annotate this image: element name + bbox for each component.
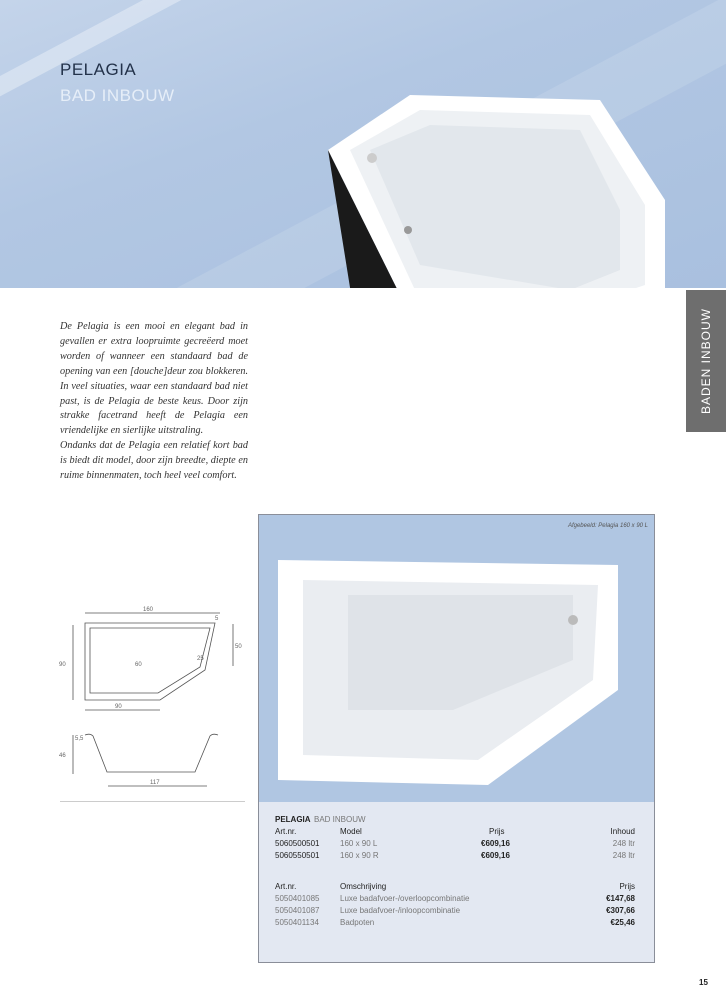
header-model: Model — [340, 827, 362, 836]
description: Luxe badafvoer-/inloopcombinatie — [340, 906, 461, 915]
description-paragraph: De Pelagia is een mooi en elegant bad in gevallen er extra loopruimte gecreëerd moet worden of wanneer een standaard bad de opening van een [douche]deur zou blokkeren. In veel situaties, waar een standaard bad niet past, is de Pelagia de beste keus. Door zijn strakke facetrand heeft de Pelagia een vriendelijke en sierlijke uitstraling. — [60, 321, 248, 437]
dim-short-side: 50 — [235, 644, 242, 650]
header-art: Art.nr. — [275, 882, 297, 891]
art-nr: 5050401085 — [275, 894, 320, 903]
table-row — [275, 918, 635, 930]
page-title: PELAGIA — [60, 60, 137, 79]
art-nr: 5050401087 — [275, 906, 320, 915]
page-subtitle: BAD INBOUW — [60, 86, 175, 105]
header-price: Prijs — [489, 827, 505, 836]
content: 248 ltr — [612, 839, 635, 848]
content: 248 ltr — [612, 851, 635, 860]
art-nr: 5060500501 — [275, 839, 320, 848]
table-header — [275, 882, 635, 894]
header-art: Art.nr. — [275, 827, 297, 836]
dim-drain: 25 — [197, 656, 204, 662]
header-price: Prijs — [619, 882, 635, 891]
table-subtitle: BAD INBOUW — [314, 815, 366, 824]
price: €25,46 — [610, 918, 635, 927]
dim-bottom-length: 117 — [150, 780, 160, 786]
header-content: Inhoud — [610, 827, 635, 836]
description-paragraph: Ondanks dat de Pelagia een relatief kort bad is biedt dit model, door zijn breedte, diepte en ruime binnenmaten, toch heel veel comfort. — [60, 440, 248, 482]
dim-height: 46 — [59, 753, 66, 759]
table-title: PELAGIA — [275, 815, 311, 824]
dim-bottom-width: 90 — [115, 704, 122, 710]
product-info-box — [258, 514, 655, 963]
dim-rim-height: 5,5 — [75, 736, 84, 742]
price: €609,16 — [481, 839, 510, 848]
table-header — [275, 827, 635, 839]
price: €147,68 — [606, 894, 635, 903]
divider — [60, 801, 245, 802]
dim-inner: 60 — [135, 662, 142, 668]
page-number: 15 — [699, 978, 708, 987]
product-photo — [259, 515, 654, 802]
dim-width: 90 — [59, 662, 66, 668]
dim-rim: 5 — [215, 616, 219, 622]
bathtub-photo — [320, 90, 680, 288]
section-tab — [686, 290, 726, 432]
product-description — [60, 320, 248, 484]
table-row — [275, 894, 635, 906]
table-row — [275, 851, 635, 863]
photo-caption: Afgebeeld: Pelagia 160 x 90 L — [567, 523, 648, 529]
art-nr: 5050401134 — [275, 918, 319, 927]
model: 160 x 90 L — [340, 839, 378, 848]
description: Badpoten — [340, 918, 375, 927]
description: Luxe badafvoer-/overloopcombinatie — [340, 894, 470, 903]
table-row — [275, 839, 635, 851]
section-tab-label: BADEN INBOUW — [699, 307, 714, 415]
technical-drawing — [55, 600, 250, 795]
hero-banner — [0, 0, 726, 288]
art-nr: 5060550501 — [275, 851, 320, 860]
table-row — [275, 906, 635, 918]
model: 160 x 90 R — [340, 851, 379, 860]
price: €307,66 — [606, 906, 635, 915]
dim-length: 160 — [143, 607, 154, 613]
header-description: Omschrijving — [340, 882, 387, 891]
price: €609,16 — [481, 851, 510, 860]
